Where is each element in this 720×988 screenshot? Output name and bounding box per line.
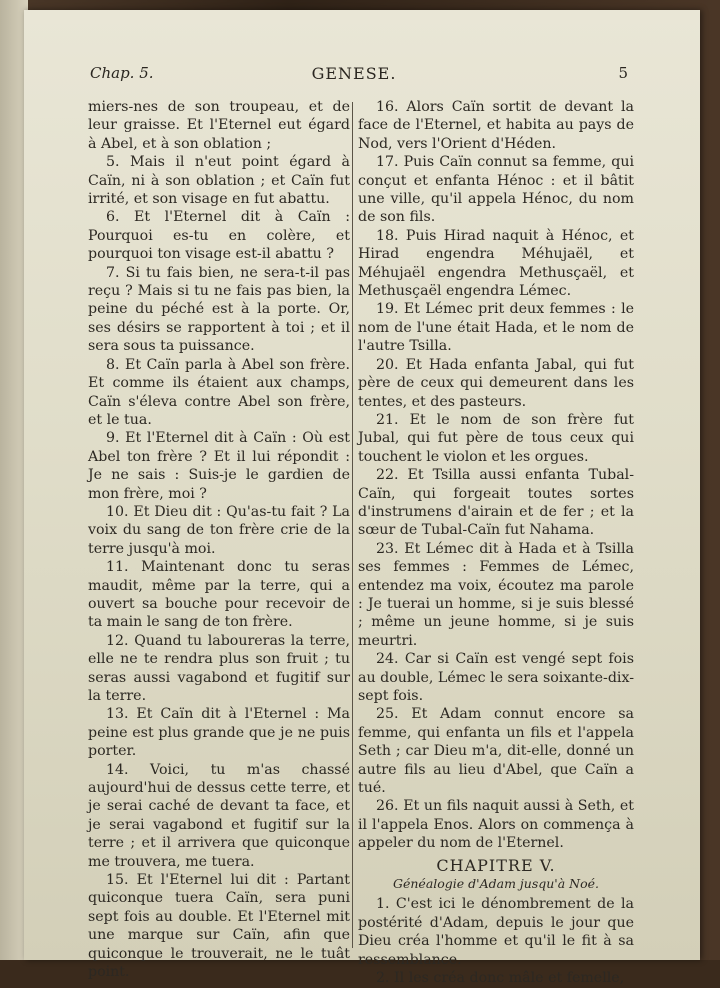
book-title: GENESE. [311, 64, 397, 83]
chapter-subtitle: Généalogie d'Adam jusqu'à Noé. [392, 876, 599, 892]
verse: 16. Alors Caïn sortit de devant la face de l'Eternel, et habita au pays de Nod, vers l'Orient d'Héden. [358, 99, 634, 152]
verse: 6. Et l'Eternel dit à Caïn : Pourquoi es-tu en colère, et pourquoi ton visage est-il abattu ? [88, 209, 350, 263]
verse: 21. Et le nom de son frère fut Jubal, qui fut père de tous ceux qui touchent le violon et les orgues. [358, 411, 634, 465]
verse: 22. Et Tsilla aussi enfanta Tubal-Caïn, qui forgeait toutes sortes d'instrumens d'airain et de fer ; et la sœur de Tubal-Caïn fut Nahama. [358, 467, 634, 539]
verse: 15. Et l'Eternel lui dit : Partant quiconque tuera Caïn, sera puni sept fois au double. Et l'Eternel mit une marque sur Caïn, afin que quiconque le trouverait, ne le tuât point. [88, 872, 350, 981]
book-page [24, 10, 700, 987]
verse: 5. Mais il n'eut point égard à Caïn, ni à son oblation ; et Caïn fut irrité, et son visage en fut abattu. [88, 154, 350, 208]
verse: 7. Si tu fais bien, ne sera-t-il pas reçu ? Mais si tu ne fais pas bien, la peine du péché est à la porte. Or, ses désirs se rapportent à toi ; et il sera sous ta puissance. [88, 264, 350, 355]
chapter-reference: Chap. 5. [90, 64, 154, 82]
right-column [358, 98, 634, 988]
verse: 18. Puis Hirad naquit à Hénoc, et Hirad engendra Méhujaël, et Méhujaël engendra Methusçaël, et Methusçaël engendra Lémec. [358, 227, 634, 300]
verse: 26. Et un fils naquit aussi à Seth, et il l'appela Enos. Alors on commença à appeler du nom de l'Eternel. [358, 798, 634, 852]
verse: 23. Et Lémec dit à Hada et à Tsilla ses femmes : Femmes de Lémec, entendez ma voix, écoutez ma parole : Je tuerai un homme, si je suis blessé ; même un jeune homme, si je suis meurtri. [358, 540, 634, 649]
right-column-verses [358, 98, 634, 853]
left-column [88, 98, 350, 982]
chapter-title: CHAPITRE V. [436, 855, 556, 875]
page-header [84, 64, 628, 90]
column-divider [352, 102, 353, 948]
verse: 2. Il les créa donc mâle et femelle, [376, 970, 625, 987]
verse: 11. Maintenant donc tu seras maudit, même par la terre, qui a ouvert sa bouche pour recevoir de ta main le sang de ton frère. [88, 559, 350, 631]
right-column-verses-after [358, 895, 634, 987]
verse: 10. Et Dieu dit : Qu'as-tu fait ? La voix du sang de ton frère crie de la terre jusqu'à moi. [88, 503, 350, 557]
verse: 9. Et l'Eternel dit à Caïn : Où est Abel ton frère ? Et il lui répondit : Je ne sais : Suis-je le gardien de mon frère, moi ? [88, 430, 350, 502]
page-number: 5 [618, 64, 628, 82]
verse-continuation: miers-nes de son troupeau, et de leur graisse. Et l'Eternel eut égard à Abel, et à son oblation ; [88, 99, 350, 152]
verse: 17. Puis Caïn connut sa femme, qui conçut et enfanta Hénoc : et il bâtit une ville, qu'il appela Hénoc, du nom de son fils. [358, 154, 634, 226]
verse: 13. Et Caïn dit à l'Eternel : Ma peine est plus grande que je ne puis porter. [88, 706, 350, 760]
verse: 24. Car si Caïn est vengé sept fois au double, Lémec le sera soixante-dix-sept fois. [358, 651, 634, 704]
verse: 12. Quand tu laboureras la terre, elle ne te rendra plus son fruit ; tu seras aussi vagabond et fugitif sur la terre. [88, 632, 350, 704]
verse: 20. Et Hada enfanta Jabal, qui fut père de ceux qui demeurent dans les tentes, et des pasteurs. [358, 356, 634, 410]
verse: 19. Et Lémec prit deux femmes : le nom de l'une était Hada, et le nom de l'autre Tsilla. [358, 301, 634, 355]
verse: 14. Voici, tu m'as chassé aujourd'hui de dessus cette terre, et je serai caché de devant ta face, et je serai vagabond et fugitif sur la terre ; et il arrivera que quiconque me trouvera, me tuera. [88, 761, 350, 870]
verse: 25. Et Adam connut encore sa femme, qui enfanta un fils et l'appela Seth ; car Dieu m'a, dit-elle, donné un autre fils au lieu d'Abel, que Caïn a tué. [358, 706, 634, 797]
verse: 8. Et Caïn parla à Abel son frère. Et comme ils étaient aux champs, Caïn s'éleva contre Abel son frère, et le tua. [88, 356, 350, 428]
verse: 1. C'est ici le dénombrement de la postérité d'Adam, depuis le jour que Dieu créa l'homme et qu'il le fit à sa ressemblance. [358, 896, 634, 968]
